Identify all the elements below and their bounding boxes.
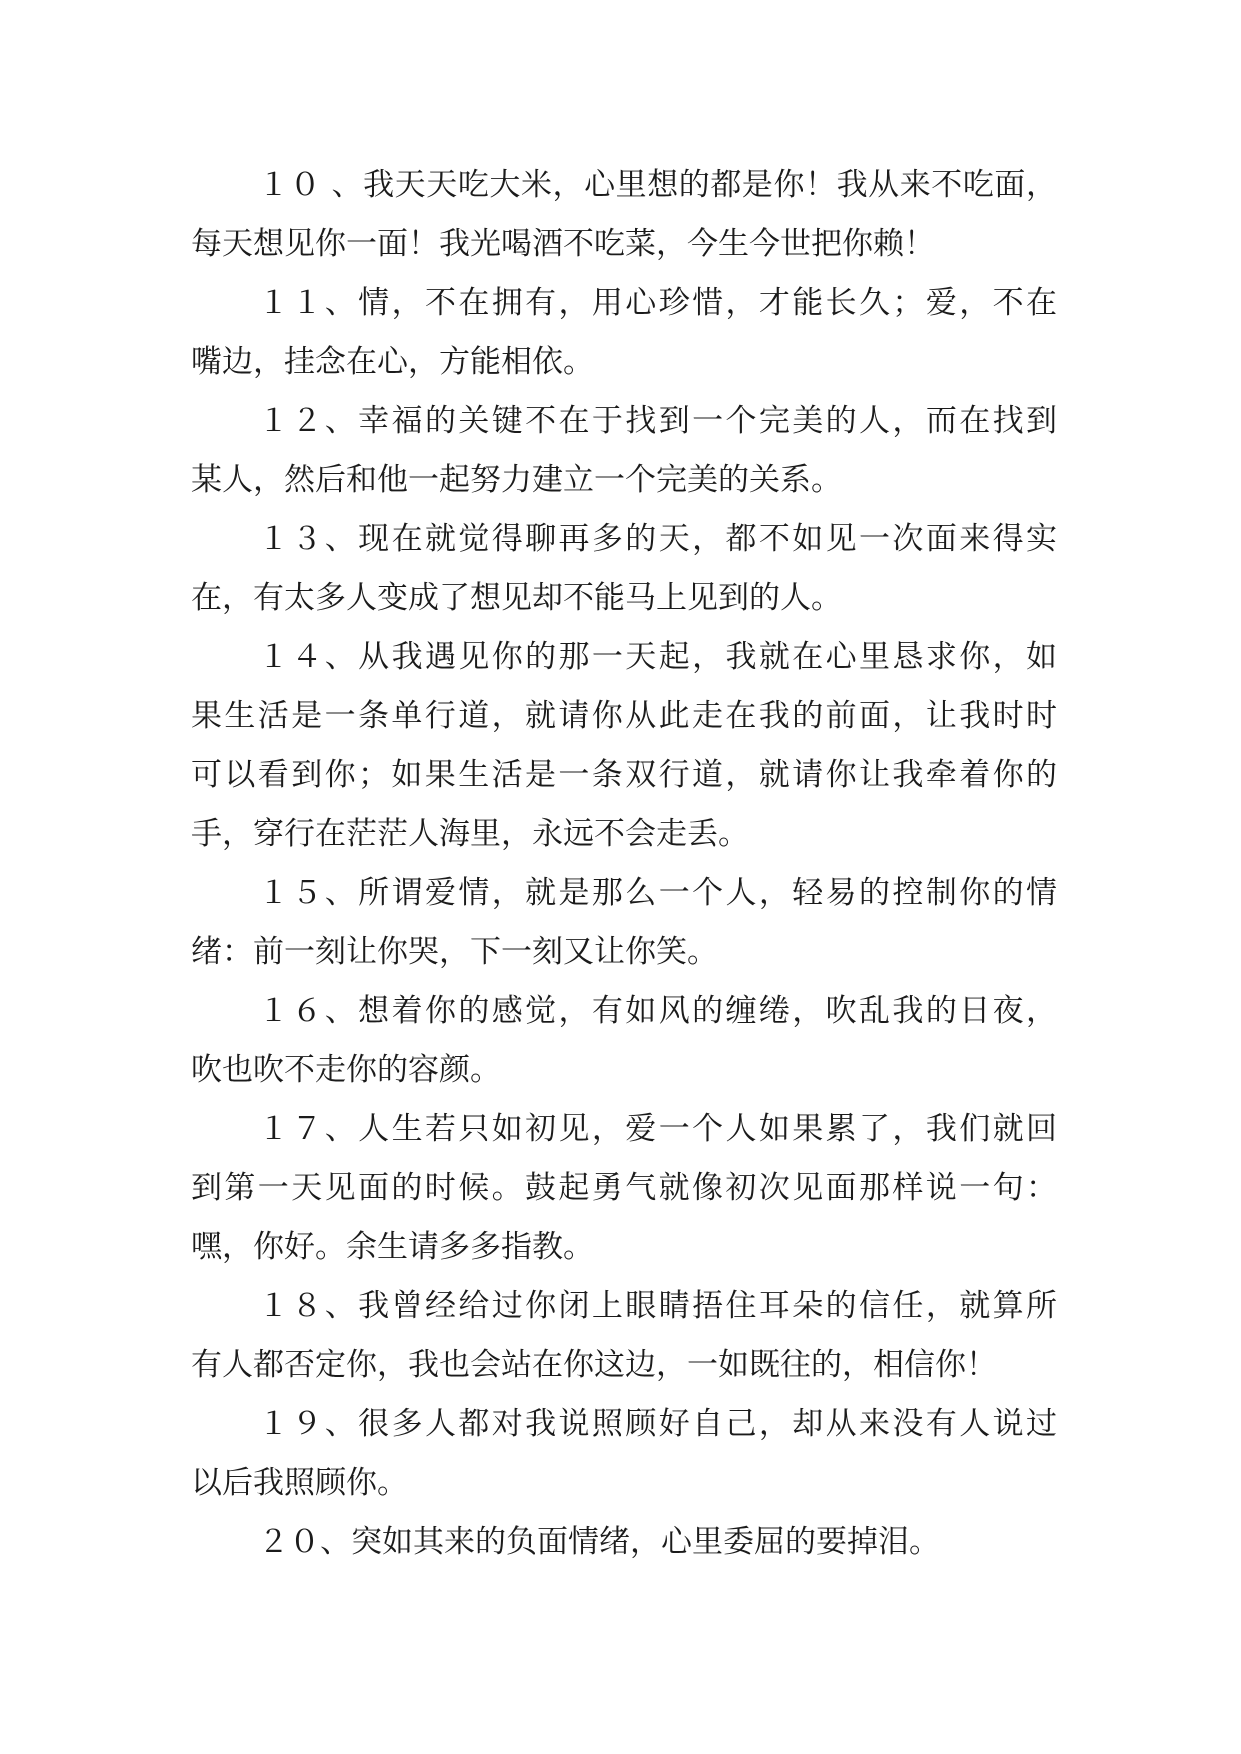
paragraph-20 <box>191 1513 1057 1572</box>
paragraph-line: ２０、突如其来的负面情绪，心里委屈的要掉泪。 <box>258 1524 940 1560</box>
paragraph-line: 嘴边，挂念在心，方能相依。 <box>191 344 594 380</box>
paragraph-line: １７、人生若只如初见，爱一个人如果累了，我们就回 <box>258 1111 1057 1147</box>
paragraph-line: 果生活是一条单行道，就请你从此走在我的前面，让我时时 <box>191 698 1057 734</box>
paragraph-19 <box>191 1395 1057 1513</box>
paragraph-17 <box>191 1100 1057 1277</box>
paragraph-line: 某人，然后和他一起努力建立一个完美的关系。 <box>191 462 842 498</box>
paragraph-line: 有人都否定你，我也会站在你这边，一如既往的，相信你！ <box>191 1347 997 1383</box>
paragraph-11 <box>191 274 1057 392</box>
paragraph-15 <box>191 864 1057 982</box>
paragraph-line: １４、从我遇见你的那一天起，我就在心里恳求你，如 <box>258 639 1057 675</box>
document-body <box>191 156 1057 1572</box>
paragraph-line: 到第一天见面的时候。鼓起勇气就像初次见面那样说一句： <box>191 1170 1057 1206</box>
paragraph-line: 在，有太多人变成了想见却不能马上见到的人。 <box>191 580 842 616</box>
paragraph-line: 每天想见你一面！我光喝酒不吃菜，今生今世把你赖！ <box>191 226 935 262</box>
paragraph-14 <box>191 628 1057 864</box>
paragraph-line: １５、所谓爱情，就是那么一个人，轻易的控制你的情 <box>258 875 1057 911</box>
paragraph-line: １８、我曾经给过你闭上眼睛捂住耳朵的信任，就算所 <box>258 1288 1057 1324</box>
paragraph-line: 绪：前一刻让你哭，下一刻又让你笑。 <box>191 934 718 970</box>
paragraph-line: １２、幸福的关键不在于找到一个完美的人，而在找到 <box>258 403 1057 439</box>
paragraph-13 <box>191 510 1057 628</box>
paragraph-line: １１、情，不在拥有，用心珍惜，才能长久；爱，不在 <box>258 285 1057 321</box>
paragraph-18 <box>191 1277 1057 1395</box>
paragraph-line: １０ 、我天天吃大米，心里想的都是你！我从来不吃面， <box>258 167 1057 203</box>
paragraph-line: 可以看到你；如果生活是一条双行道，就请你让我牵着你的 <box>191 757 1057 793</box>
paragraph-line: １３、现在就觉得聊再多的天，都不如见一次面来得实 <box>258 521 1057 557</box>
paragraph-10 <box>191 156 1057 274</box>
paragraph-line: １６、想着你的感觉，有如风的缠绻，吹乱我的日夜， <box>258 993 1057 1029</box>
paragraph-12 <box>191 392 1057 510</box>
paragraph-line: 嘿，你好。余生请多多指教。 <box>191 1229 594 1265</box>
paragraph-line: 手，穿行在茫茫人海里，永远不会走丢。 <box>191 816 749 852</box>
paragraph-16 <box>191 982 1057 1100</box>
paragraph-line: 以后我照顾你。 <box>191 1465 408 1501</box>
paragraph-line: １９、很多人都对我说照顾好自己，却从来没有人说过 <box>258 1406 1057 1442</box>
paragraph-line: 吹也吹不走你的容颜。 <box>191 1052 501 1088</box>
